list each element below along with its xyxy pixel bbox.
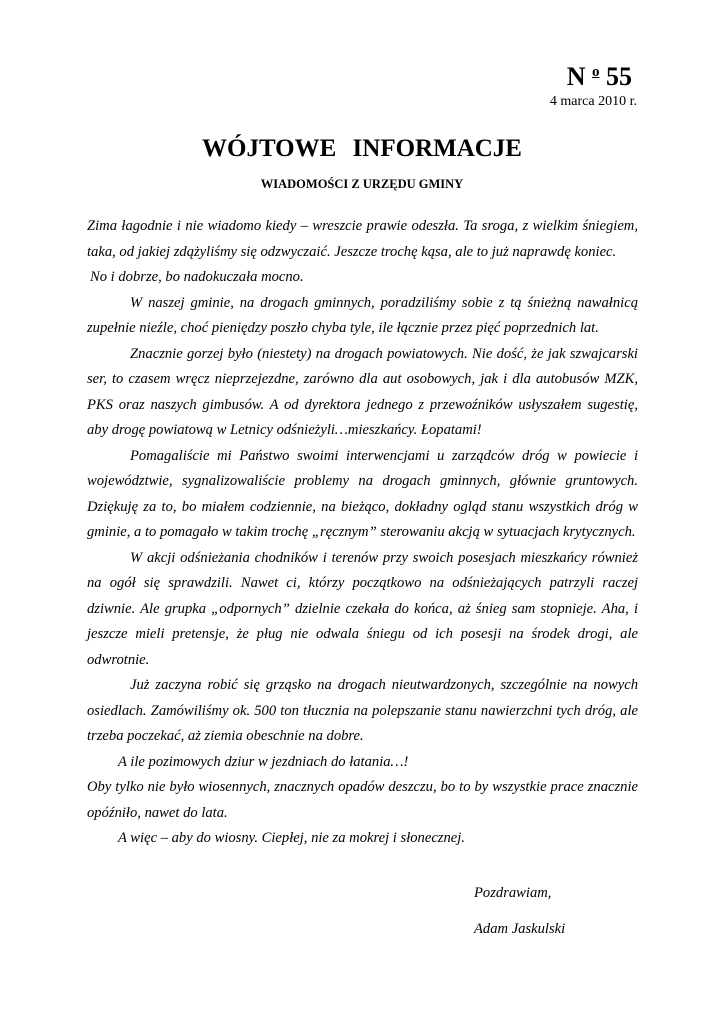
- signoff-greeting: Pozdrawiam,: [474, 885, 552, 901]
- paragraph-8: A ile pozimowych dziur w jezdniach do łatania…!: [118, 753, 409, 770]
- issue-number-prefix: N: [566, 62, 586, 91]
- paragraph-2: No i dobrze, bo nadokuczała mocno.: [90, 269, 304, 285]
- issue-date: 4 marca 2010 r.: [549, 94, 637, 109]
- paragraph-1: Zima łagodnie i nie wiadomo kiedy – wreszcie prawie odeszła. Ta sroga, z wielkim śniegiem, taka, od jakiej zdążyliśmy się odzwyczaić. Jeszcze trochę kąsa, ale to już naprawdę koniec.: [87, 218, 638, 260]
- issue-number: [567, 62, 632, 92]
- paragraph-9: Oby tylko nie było wiosennych, znacznych opadów deszczu, bo to by wszystkie prace znacznie opóźniło, nawet do lata.: [87, 779, 638, 821]
- signoff-name: Adam Jaskulski: [474, 921, 566, 937]
- page-title: WÓJTOWE INFORMACJE: [202, 135, 522, 162]
- paragraph-3: W naszej gminie, na drogach gminnych, poradziliśmy sobie z tą śnieżną nawałnicą zupełnie nieźle, choć pieniędzy poszło chyba tyle, ile łącznie przez pięć poprzednich lat.: [87, 294, 638, 336]
- issue-number-value: 55: [606, 62, 632, 91]
- paragraph-10: A więc – aby do wiosny. Ciepłej, nie za mokrej i słonecznej.: [118, 830, 465, 846]
- paragraph-6: W akcji odśnieżania chodników i terenów przy swoich posesjach mieszkańcy również na ogół się sprawdzili. Nawet ci, którzy początkowo na odśnieżających patrzyli raczej dziwnie. Ale grupka „odpornych” dzielnie czekała do końca, aż śnieg sam stopnieje. Aha, i jeszcze mieli pretensje, że pług nie odwala śniegu od ich posesji na środek drogi, ale odwrotnie.: [87, 549, 638, 668]
- paragraph-7: Już zaczyna robić się grząsko na drogach nieutwardzonych, szczególnie na nowych osiedlach. Zamówiliśmy ok. 500 ton tłucznia na polepszanie stanu nawierzchni tych dróg, ale trzeba poczekać, aż ziemia obeschnie na dobre.: [87, 677, 638, 744]
- paragraph-5: Pomagaliście mi Państwo swoimi interwencjami u zarządców dróg w powiecie i województwie, sygnalizowaliście problemy na drogach gminnych, głównie gruntowych. Dziękuję za to, bo miałem codziennie, na bieżąco, dokładny ogląd stanu wszystkich dróg w gminie, a to pomagało w takim trochę „ręcznym” sterowaniu akcją w sytuacjach krytycznych.: [87, 447, 638, 540]
- issue-number-sup: o: [592, 64, 600, 80]
- article-body: [87, 214, 638, 852]
- page-subtitle: WIADOMOŚCI Z URZĘDU GMINY: [260, 177, 464, 191]
- paragraph-4: Znacznie gorzej było (niestety) na drogach powiatowych. Nie dość, że jak szwajcarski ser, to czasem wręcz nieprzejezdne, zarówno dla aut osobowych, jak i dla autobusów MZK, PKS oraz naszych gimbusów. A od dyrektora jednego z przewoźników usłyszałem sugestię, aby drogę powiatową w Letnicy odśnieżyli…mieszkańcy. Łopatami!: [87, 345, 638, 438]
